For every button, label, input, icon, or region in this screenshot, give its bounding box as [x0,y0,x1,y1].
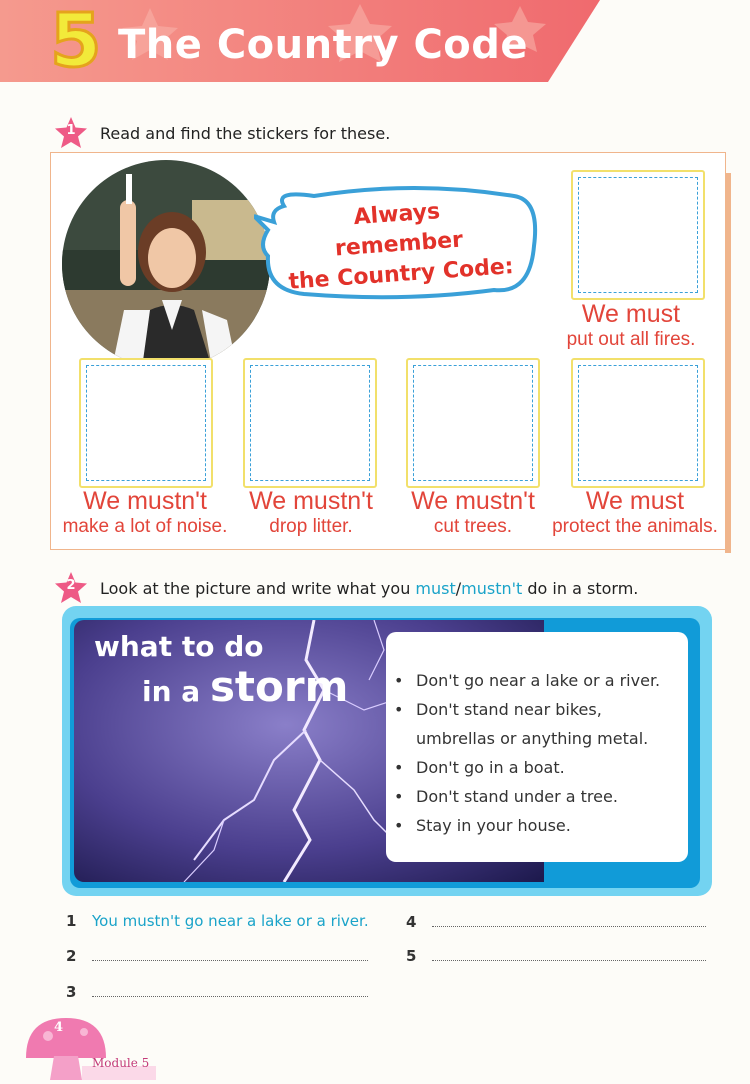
rule-item [416,695,688,753]
mushroom-icon [26,1016,156,1080]
unit-title: The Country Code [118,22,529,68]
slash: / [455,578,462,598]
module-label: Module 5 [92,1056,150,1070]
rule-item [416,782,688,811]
caption-line1: We mustn't [83,487,207,515]
task-2-heading [54,571,638,605]
sticker-slot-noise[interactable] [79,358,213,488]
sticker-caption-litter [226,487,396,539]
task-1-instruction: Read and find the stickers for these. [100,123,391,143]
caption-line2: put out all fires. [566,329,696,350]
answer-text: You mustn't go near a lake or a river. [92,912,369,930]
rule-text: Stay in your house. [416,816,571,835]
sticker-caption-fires [546,300,716,352]
caption-line2: drop litter. [269,516,353,537]
rule-item [416,666,688,695]
word-must: must [415,578,456,598]
answer-field[interactable] [92,982,368,997]
rule-text: Don't stand near bikes, [416,700,602,719]
storm-title-line2 [142,662,348,711]
unit-banner [0,0,600,82]
sticker-caption-animals [550,487,720,539]
sticker-caption-noise [60,487,230,539]
caption-line1: We mustn't [411,487,535,515]
answer-number: 1 [66,912,77,930]
sticker-slot-trees[interactable] [406,358,540,488]
sticker-slot-fires[interactable] [571,170,705,300]
rule-text: Don't go in a boat. [416,758,565,777]
answer-field[interactable] [432,912,706,927]
caption-line2: make a lot of noise. [62,516,228,537]
rule-text: Don't go near a lake or a river. [416,671,661,690]
answer-number: 2 [66,947,77,965]
caption-line1: We must [585,487,685,515]
answer-field[interactable] [432,946,706,961]
caption-line1: We mustn't [249,487,373,515]
answer-line-3 [66,982,368,1001]
answer-number: 3 [66,983,77,1001]
answer-line-2 [66,946,368,965]
storm-rules-box [386,632,688,862]
star-badge-icon [54,571,88,605]
caption-line2: cut trees. [433,516,513,537]
bubble-line-1: Always [352,199,441,231]
word-mustnt: mustn't [461,578,523,598]
caption-line1: We must [581,300,681,328]
panel-shadow [725,173,731,553]
storm-title-in-a: in a [142,675,201,708]
task-2-number: 2 [66,578,76,593]
rule-item [416,811,688,840]
storm-title-line1: what to do [94,630,264,663]
sticker-slot-litter[interactable] [243,358,377,488]
teacher-photo [62,160,270,368]
answer-number: 4 [406,913,417,931]
instruction-part: do in a storm. [522,578,639,598]
rule-item [416,753,688,782]
task-2-instruction [100,579,638,598]
unit-number: 5 [50,0,102,84]
sticker-caption-trees [388,487,558,539]
bubble-line-3: the Country Code: [287,254,515,295]
sticker-slot-animals[interactable] [571,358,705,488]
answer-line-5 [406,946,706,965]
storm-title-storm: storm [209,662,349,711]
answer-number: 5 [406,947,417,965]
page-number: 4 [54,1020,64,1035]
caption-line2: protect the animals. [552,516,718,537]
answer-field[interactable] [92,946,368,961]
rule-text-continued: umbrellas or anything metal. [416,729,649,748]
instruction-part: Look at the picture and write what you [100,578,416,598]
bubble-line-2: remember [334,227,464,262]
task-1-number: 1 [66,123,76,138]
star-badge-icon [54,116,88,150]
task-1-heading [54,116,390,150]
answer-line-4 [406,912,706,931]
rule-text: Don't stand under a tree. [416,787,618,806]
answer-line-1 [66,912,369,930]
